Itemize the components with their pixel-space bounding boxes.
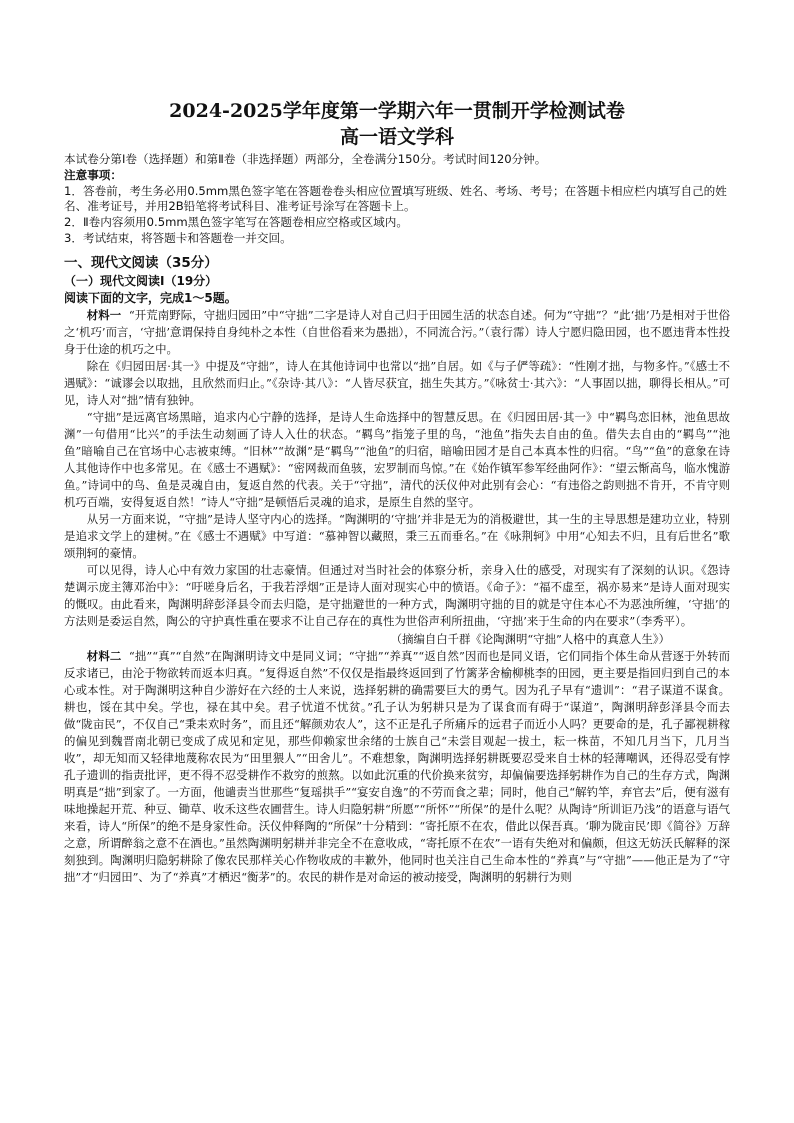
note-item-2: 2．Ⅱ卷内容须用0.5mm黑色签字笔写在答题卷相应空格或区域内。	[64, 215, 408, 230]
subsection-title: （一）现代文阅读Ⅰ（19分）	[64, 273, 218, 288]
note-item-1: 1．答卷前，考生务必用0.5mm黑色签字笔在答题卷卷头相应位置填写班级、姓名、考场、考号；在答题卡相应栏内填写自己的姓名、准考证号，并用2B铅笔将考试科目、准考证号涂写在答题卡上。	[64, 183, 727, 214]
material1-source: （摘编自白千群《论陶渊明“守拙”人格中的真意人生》）	[390, 631, 670, 646]
material2-paragraph-1: 材料二 “拙”“真”“自然”在陶渊明诗文中是同义词；“守拙”“养真”“返自然”因而也是同义语，它们同指个体生命从营逐于外转而反求诸已，由沦于物欲转而返本归真。“复得返自然”不仅仅是指最终返回到了竹篱茅舍榆柳桃李的田园，更主要是指回归到自己的本心或本性。对于陶渊明这种自少游好在六经的士人来说，选择躬耕的确需要巨大的勇气。因为孔子早有“遗训”：“君子谋道不谋食。耕也，馁在其中矣。学也，禄在其中矣。君子忧道不忧贫。”孔子认为躬耕只是为了谋食而有碍于“谋道”，陶渊明辞彭泽县令而去做“陇亩民”，不仅自己“秉耒欢时务”，而且还“解颜劝农人”，这不正是孔子所痛斥的远君子而近小人吗？更要命的是，孔子鄙视耕稼的偏见到魏晋南北朝已变成了成见和定见，那些仰赖家世余绪的士族自己“未尝目观起一拔土，耘一株苗，不知几月当下，几月当收”，却无知而又轻律地蔑称农民为“田里猥人”“田舍儿”。不难想象，陶渊明选择躬耕既要忍受来自士林的轻薄嘲讽，还得忍受有悖孔子遗训的指责批评，更不得不忍受耕作不救穷的煎熬。以如此沉重的代价换来贫穷，却偏偏要选择躬耕作为自己的生存方式，陶渊明真是“拙”到家了。一方面，他谴责当世那些“复瑶拱手”“宴安自逸”的不劳而食之辈；同时，他自己“解钓竿，弃官去”后，便有滋有味地操起开荒、种豆、锄草、收禾这些农圃营生。诗人归隐躬耕“所愿”“所怀”“所保”的是什么呢？从陶诗“所训讵乃浅”的语意与语气来看，诗人“所保”的绝不是身家性命。沃仪仲释陶的“所保”十分精到：“寄托原不在农，借此以保吾真。‘聊为陇亩民’即《简谷》万辞之意，所谓醉翁之意不在酒也。”虽然陶渊明躬耕并非完全不在意收成，“寄托原不在农”一语有失绝对和偏颇，但这无妨沃氏解释的深刻独到。陶渊明归隐躬耕除了像农民那样关心作物收成的丰歉外，他同时也关注自己生命本性的“养真”与“守拙”——他正是为了“守拙”才“归园田”、为了“养真”才栖迟“衡茅”的。农民的耕作是对命运的被动接受，陶渊明的躬耕行为则	[64, 648, 730, 884]
material1-paragraph-1: 材料一 “开荒南野际，守拙归园田”中“守拙”二字是诗人对自己归于田园生活的状态自述。何为“守拙”？“此‘拙’乃是相对于世俗之‘机巧’而言，‘守拙’意谓保持自身纯朴之本性（自世俗看来为愚拙），不同流合污。”（袁行霈）诗人宁愿归隐田园，也不愿违背本性投身于仕途的机巧之中。	[64, 307, 730, 356]
reading-instruction: 阅读下面的文字，完成1～5题。	[64, 290, 237, 305]
material1-paragraph-3: “守拙”是远离官场黑暗，追求内心宁静的选择，是诗人生命选择中的智慧反思。在《归园田居·其一》中“羁鸟恋旧林，池鱼思故渊”一句借用“比兴”的手法生动刻画了诗人入仕的状态。“羁鸟”指笼子里的鸟，“池鱼”指失去自由的鱼。借失去自由的“羁鸟”“池鱼”暗喻自己在官场中心志被束缚。“旧林”“故渊”是“羁鸟”“池鱼”的归宿，暗喻田园才是自己本真本性的归宿。“鸟”“鱼”的意象在诗人其他诗作中也多常见。在《感士不遇赋》：“密网裁而鱼骇，宏罗制而鸟惊。”在《始作镇军参军经曲阿作》：“望云惭高鸟，临水愧游鱼。”诗词中的鸟、鱼是灵魂自由，复返自然的代表。关于“守拙”，清代的沃仪仲对此别有会心：“有违俗之韵则拙不肯开，不肯守则机巧百端，安得复返自然！”诗人“守拙”是顿悟后灵魂的追求，是原生自然的坚守。	[64, 409, 730, 509]
exam-title: 2024-2025学年度第一学期六年一贯制开学检测试卷	[169, 100, 625, 122]
exam-intro: 本试卷分第Ⅰ卷（选择题）和第Ⅱ卷（非选择题）两部分，全卷满分150分。考试时间120分钟。	[64, 152, 547, 166]
material1-paragraph-5: 可以见得，诗人心中有效力家国的壮志豪情。但通过对当时社会的体察分析，亲身入仕的感受，对现实有了深刻的认识。《怨诗楚调示庞主簿邓治中》：“吁嗟身后名，于我若浮烟”正是诗人面对现实心中的愤语。《命子》：“福不虚至，祸亦易来”是诗人面对现实的慨叹。由此看来，陶渊明辞彭泽县令而去归隐，是守拙避世的一种方式，陶渊明守拙的目的就是守住本心不为恶浊所缠，‘守拙’的方法则是委运自然，陶公的守护真性重在要求不让自己存在的真性为世俗声利所扭曲，‘守拙’来于生命的内在要求”（李秀平）。	[64, 562, 730, 628]
notes-heading: 注意事项：	[64, 167, 122, 182]
material1-paragraph-2: 除在《归园田居·其一》中提及“守拙”，诗人在其他诗词中也常以“拙”自居。如《与子俨等疏》：“性刚才拙，与物多忤。”《感士不遇赋》：“诚谬会以取拙，且欣然而归止。”《杂诗·其八》：“人皆尽获宜，拙生失其方。”《咏贫士·其六》：“人事固以拙，聊得长相从。”可见，诗人对“拙”情有独钟。	[64, 358, 730, 407]
material1-label: 材料一	[86, 307, 122, 322]
material2-label: 材料二	[86, 648, 122, 663]
section-title: 一、现代文阅读（35分）	[64, 254, 218, 271]
material1-paragraph-4: 从另一方面来说，“守拙”是诗人坚守内心的选择。“陶渊明的‘守拙’并非是无为的消极避世，其一生的主导思想是建功立业，特别是追求文学上的建树。”在《感士不遇赋》中写道：“慕神智以藏照，秉三五而垂名。”在《咏荆轲》中用“心知去不归，且有后世名”歌颂荆轲的豪情。	[64, 511, 730, 560]
note-item-3: 3．考试结束，将答题卡和答题卷一并交回。	[64, 230, 292, 245]
exam-subtitle: 高一语文学科	[339, 126, 454, 148]
